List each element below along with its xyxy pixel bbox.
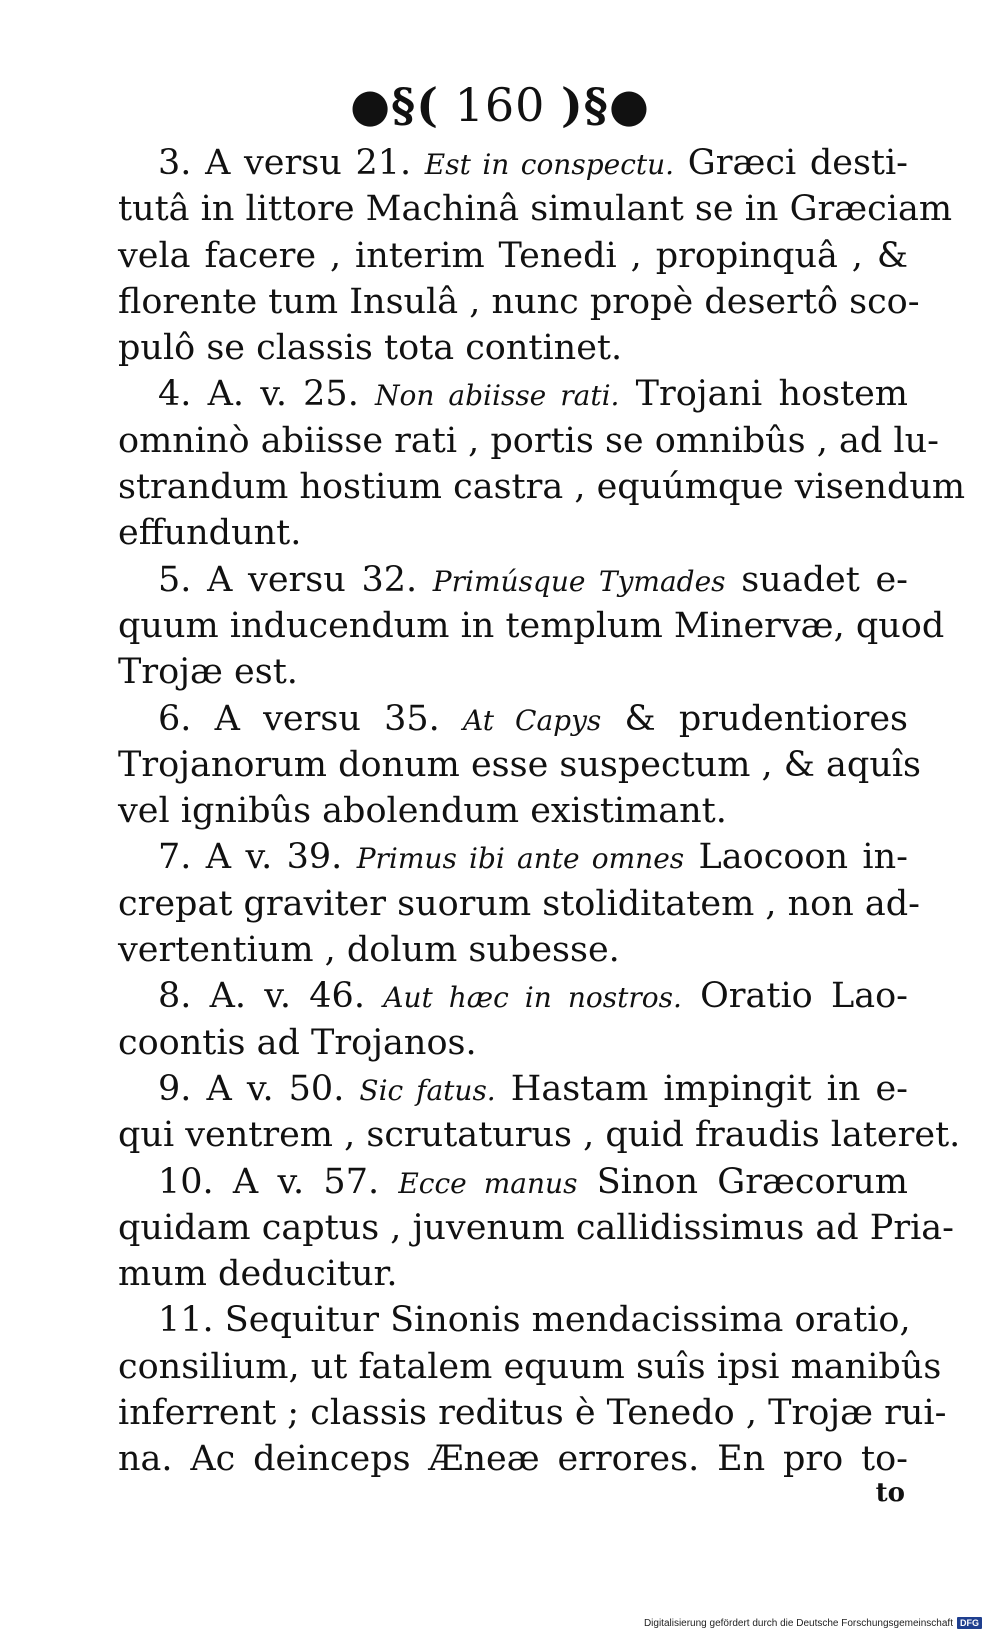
line-text: mum deducitur. (118, 1254, 398, 1295)
italic-quote: Ecce manus (398, 1166, 578, 1200)
line-text: 7. A v. 39. (158, 837, 357, 878)
italic-quote: At Capys (463, 703, 602, 737)
text-line (118, 325, 908, 371)
line-text: crepat graviter suorum stoliditatem , non ad- (118, 883, 921, 924)
text-line (118, 649, 908, 695)
line-text: strandum hostium castra , equúmque visendum (118, 467, 966, 508)
line-text: 11. Sequitur Sinonis mendacissima oratio, (158, 1300, 911, 1341)
text-line (118, 1297, 911, 1343)
text-line (118, 1205, 954, 1251)
line-text: florente tum Insulâ , nunc propè desertô sco- (118, 281, 920, 322)
line-text: suadet e- (725, 559, 908, 600)
line-text: Trojani hostem (619, 374, 908, 415)
line-text: quum inducendum in templum Minervæ, quod (118, 605, 945, 646)
text-line (118, 1251, 908, 1297)
line-text: vela facere , interim Tenedi , propinquâ , & (118, 235, 908, 276)
text-line (118, 1020, 908, 1066)
line-text: 6. A versu 35. (158, 698, 464, 739)
text-line (118, 233, 908, 279)
line-text: effundunt. (118, 513, 302, 554)
line-text: 5. A versu 32. (158, 559, 433, 600)
italic-quote: Est in conspectu. (424, 148, 675, 181)
text-line (118, 742, 922, 788)
text-line (118, 279, 920, 325)
line-text: pulô se classis tota continet. (118, 328, 623, 369)
line-text: 10. A v. 57. (158, 1161, 399, 1202)
italic-quote: Primus ibi ante omnes (356, 842, 685, 876)
text-line (118, 973, 908, 1019)
line-text: quidam captus , juvenum callidissimus ad Pria- (118, 1207, 954, 1248)
ornament-left: ●§( (350, 78, 439, 132)
text-line (118, 1159, 908, 1205)
text-line (118, 371, 908, 417)
text-line (118, 881, 921, 927)
line-text: Sinon Græcorum (577, 1161, 908, 1202)
italic-quote: Non abiisse rati. (375, 379, 620, 413)
text-line (118, 510, 908, 556)
line-text: tutâ in littore Machinâ simulant se in Græciam (118, 189, 953, 230)
line-text: Trojanorum donum esse suspectum , & aquîs (118, 744, 922, 785)
line-text: vertentium , dolum subesse. (118, 930, 620, 971)
line-text: Græci desti- (674, 143, 908, 183)
line-text: 3. A versu 21. (158, 143, 425, 183)
footer-credit: Digitalisierung gefördert durch die Deutsche Forschungsgemeinschaft (643, 1617, 953, 1629)
text-line (118, 696, 908, 742)
line-text: consilium, ut fatalem equum suîs ipsi manibûs (118, 1346, 942, 1387)
line-text: 9. A v. 50. (158, 1068, 360, 1109)
text-line (118, 603, 945, 649)
line-text: inferrent ; classis reditus è Tenedo , Trojæ rui- (118, 1393, 947, 1434)
line-text: na. Ac deinceps Æneæ errores. En pro to- (118, 1439, 908, 1480)
italic-quote: Aut hæc in nostros. (383, 981, 682, 1015)
text-line (118, 140, 908, 186)
text-line (118, 1344, 942, 1390)
text-line (118, 788, 908, 834)
page-number: 160 (454, 78, 546, 132)
line-text: omninò abiisse rati , portis se omnibûs , ad lu- (118, 420, 939, 461)
line-text: & prudentiores (601, 698, 909, 739)
text-line (118, 834, 908, 880)
dfg-logo: DFG (957, 1617, 982, 1629)
text-line (118, 1066, 908, 1112)
line-text: Oratio Lao- (681, 976, 908, 1017)
text-line (118, 1390, 947, 1436)
line-text: Laocoon in- (684, 837, 908, 878)
text-line (118, 418, 939, 464)
line-text: coontis ad Trojanos. (118, 1022, 477, 1063)
text-line (118, 1112, 961, 1158)
page-body (118, 140, 966, 1483)
italic-quote: Primúsque Tymades (432, 564, 726, 598)
catchword: to (875, 1478, 905, 1508)
line-text: vel ignibûs abolendum existimant. (118, 791, 727, 832)
text-line (118, 557, 908, 603)
line-text: Trojæ est. (118, 652, 298, 693)
italic-quote: Sic fatus. (359, 1073, 496, 1107)
line-text: Hastam impingit in e- (495, 1068, 908, 1109)
line-text: 4. A. v. 25. (158, 374, 376, 415)
line-text: qui ventrem , scrutaturus , quid fraudis lateret. (118, 1115, 961, 1156)
ornament-right: )§● (561, 78, 650, 132)
footer (644, 1617, 982, 1629)
text-line (118, 927, 908, 973)
text-line (118, 1436, 908, 1482)
text-line (118, 464, 966, 510)
line-text: 8. A. v. 46. (158, 976, 384, 1017)
page-header (0, 78, 1000, 132)
text-line (118, 186, 953, 232)
